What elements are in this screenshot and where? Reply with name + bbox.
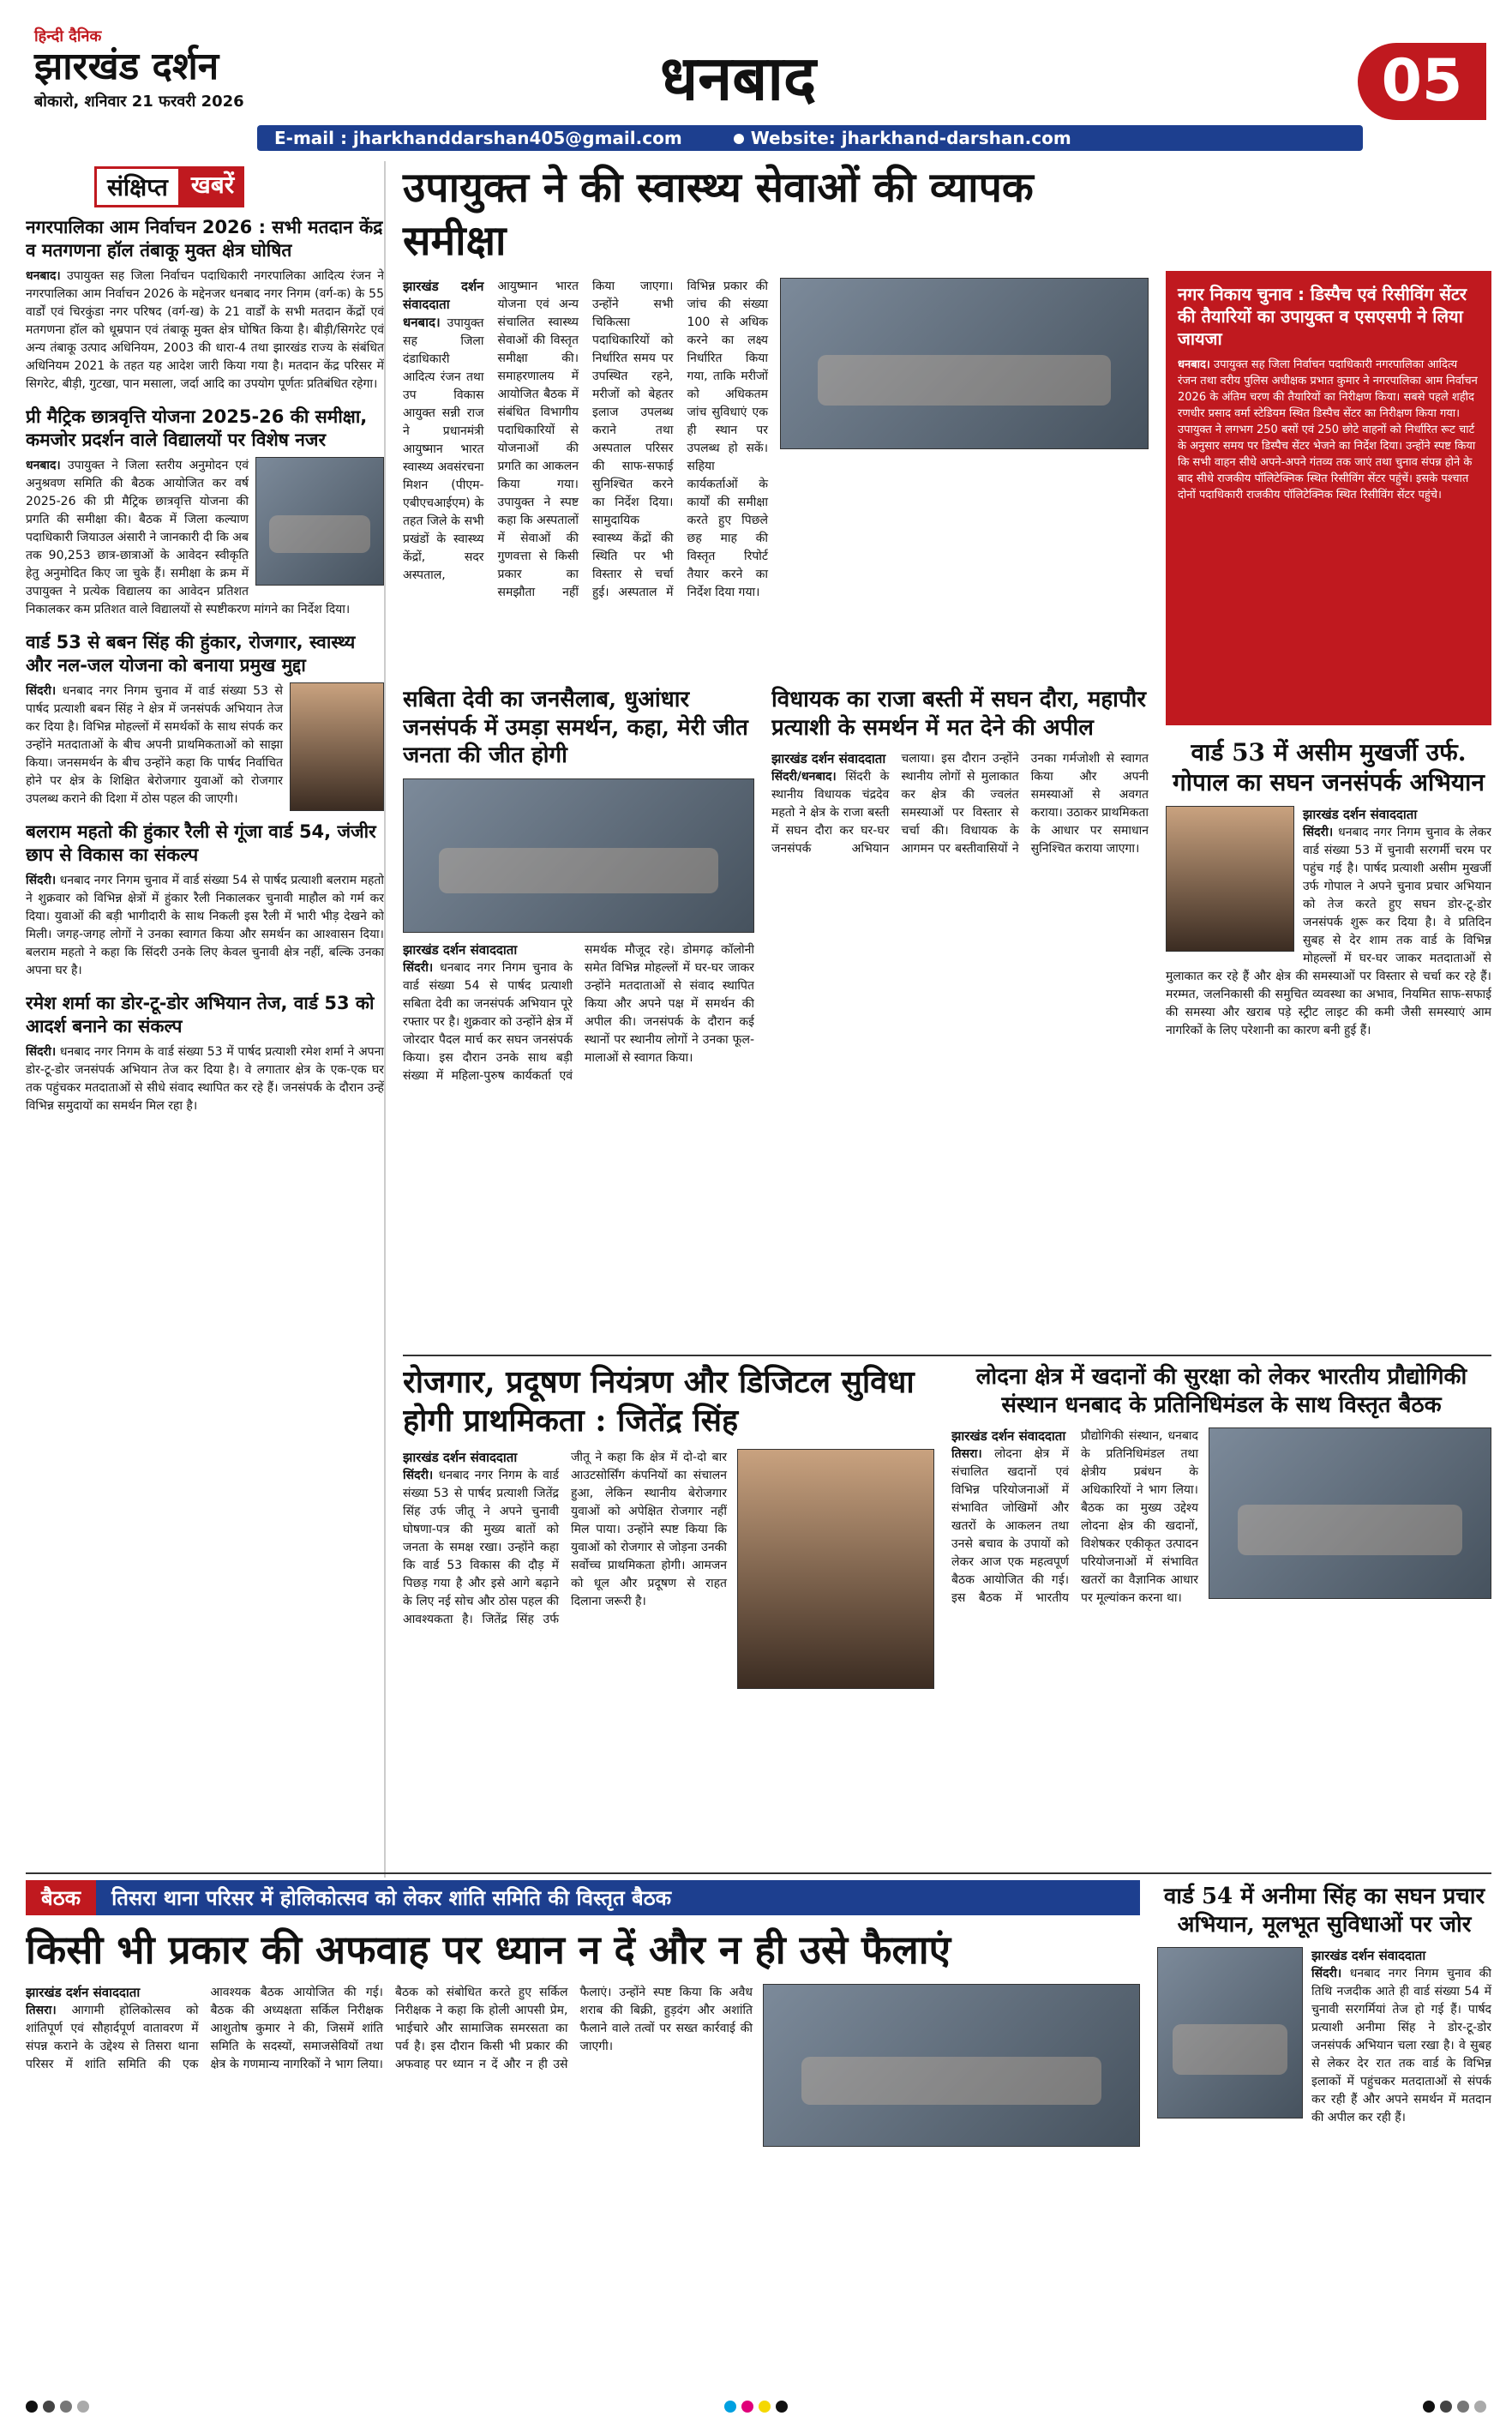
story-text: आगामी होलिकोत्सव को शांतिपूर्ण एवं सौहार्दपूर्ण वातावरण में संपन्न कराने के उद्देश्य से तिसरा थाना परिसर में शांति समिति की एक आवश्यक बैठक आयोजित की गई। बैठक की अध्यक्षता सर्किल निरीक्षक आशुतोष कुमार ने की, जिसमें शांति समिति के सदस्यों, समाजसेवियों तथा क्षेत्र के गणमान्य नागरिकों ने भाग लिया। बैठक को संबोधित करते हुए सर्किल निरीक्षक ने कहा कि होली आपसी प्रेम, भाईचारे और सामाजिक समरसता का पर्व है। इस दौरान किसी भी प्रकार की अफवाह पर ध्यान न दें और न ही उसे फैलाएं। उन्होंने स्पष्ट किया कि अवैध शराब की बिक्री, हुड़दंग और अशांति फैलाने वाले तत्वों पर सख्त कार्रवाई की जाएगी।: [26, 1985, 753, 2071]
story-jitendra: [403, 1363, 934, 1869]
brief-place: सिंदरी।: [26, 874, 57, 887]
story-photo: [1157, 1947, 1303, 2118]
story-byline: झारखंड दर्शन संवाददाता: [1311, 1948, 1426, 1963]
right-box-place: धनबाद।: [1178, 358, 1210, 371]
briefs-tag-part2: खबरें: [181, 166, 244, 207]
story-place: सिंदरी/धनबाद।: [771, 770, 837, 784]
divider-rule: [403, 1355, 1491, 1356]
lead-body: [403, 278, 768, 602]
brief-item: [26, 631, 384, 808]
brand-subtitle: हिन्दी दैनिक: [34, 27, 102, 45]
brief-title: वार्ड 53 से बबन सिंह की हुंकार, रोजगार, स्वास्थ्य और नल-जल योजना को बनाया प्रमुख मुद्दा: [26, 632, 356, 676]
date-line: बोकारो, शनिवार 21 फरवरी 2026: [34, 93, 244, 111]
brief-text: [26, 267, 384, 394]
story-place: तिसरा।: [951, 1447, 982, 1461]
story-place: सिंदरी।: [1303, 826, 1334, 839]
brand-name: झारखंड दर्शन: [34, 45, 219, 88]
story-text: धनबाद नगर निगम चुनाव की तिथि नजदीक आते ही वार्ड संख्या 54 में चुनावी सरगर्मियां तेज हो गई हैं। पार्षद प्रत्याशी अनीमा सिंह ने डोर-टू-डोर जनसंपर्क अभियान चला रखा है। वे सुबह से लेकर देर रात तक वार्ड के विभिन्न इलाकों में पहुंचकर मतदाताओं से संपर्क कर रही हैं और अपने समर्थन में मतदान की अपील कर रही हैं।: [1311, 1967, 1491, 2124]
story-chandradev: [771, 686, 1149, 1346]
brief-title: रमेश शर्मा का डोर-टू-डोर अभियान तेज, वार्ड 53 को आदर्श बनाने का संकल्प: [26, 993, 375, 1037]
dot-icon: [776, 2401, 788, 2413]
email-text: E-mail : jharkhanddarshan405@gmail.com: [274, 128, 682, 148]
briefs-tag: [94, 166, 244, 207]
masthead: [0, 0, 1512, 148]
brief-text: [26, 1043, 384, 1115]
story-place: सिंदरी।: [1311, 1967, 1342, 1980]
brand-block: [34, 26, 244, 111]
dot-group: [26, 2401, 89, 2421]
section-label: बैठक: [26, 1880, 96, 1915]
story-headline: वार्ड 53 में असीम मुखर्जी उर्फ. गोपाल का सघन जनसंपर्क अभियान: [1173, 738, 1485, 796]
brief-place: धनबाद।: [26, 269, 61, 283]
dot-icon: [1440, 2401, 1452, 2413]
brief-body: उपायुक्त ने जिला स्तरीय अनुमोदन एवं अनुश्रवण समिति की बैठक आयोजित कर वर्ष 2025-26 की प्री मैट्रिक छात्रवृत्ति योजना की प्रगति की समीक्षा की। बैठक में जिला कल्याण पदाधिकारी जियाउल अंसारी ने जानकारी दी कि अब तक 90,253 छात्र-छात्राओं के आवेदन स्वीकृति हेतु अनुमोदित किए जा चुके हैं। समीक्षा के क्रम में उपायुक्त ने प्रत्येक विद्यालय का आवेदन प्रतिशत निकालकर कम प्रतिशत वाले विद्यालयों से स्पष्टीकरण मांगने का निर्देश दिया।: [26, 459, 351, 616]
dot-icon: [60, 2401, 72, 2413]
right-box-body: उपायुक्त सह जिला निर्वाचन पदाधिकारी नगरपालिका आदित्य रंजन तथा वरीय पुलिस अधीक्षक प्रभात कुमार ने नगरपालिका आम निर्वाचन 2026 के अंतिम चरण की तैयारियों का निरीक्षण किया। सबसे पहले शहीद रणधीर प्रसाद वर्मा स्टेडियम स्थित डिस्पैच सेंटर का निरीक्षण किया गया। उपायुक्त ने लगभग 250 बसों एवं 250 छोटे वाहनों को निर्धारित रूट चार्ट के अनुसार समय पर डिस्पैच सेंटर भेजने का निर्देश दिया। उन्होंने स्पष्ट किया कि सभी वाहन सीधे अपने-अपने गंतव्य तक जाएं तथा चुनाव संपन्न होने के बाद सीधे राजकीय पॉलिटेक्निक स्थित रिसीविंग सेंटर पहुंचें। इसके पश्चात दोनों पदाधिकारी राजकीय पॉलिटेक्निक स्थित रिसीविंग सेंटर पहुंचे।: [1178, 358, 1478, 502]
right-box-text: [1178, 357, 1479, 503]
brief-item: [26, 406, 384, 619]
briefs-column: [26, 161, 386, 1878]
story-body: [403, 1449, 727, 1629]
dot-icon: [724, 2401, 736, 2413]
contact-bar: [257, 125, 1363, 151]
story-asim: [1166, 737, 1491, 1346]
website-block: [734, 128, 1071, 148]
dot-icon: [741, 2401, 753, 2413]
page-number: 05: [1358, 43, 1486, 120]
dot-group: [1423, 2401, 1486, 2421]
story-text: धनबाद नगर निगम चुनाव के लेकर वार्ड संख्या 53 में चुनावी सरगर्मी चरम पर पहुंच गई है। पार्षद प्रत्याशी असीम मुखर्जी उर्फ गोपाल ने अपने चुनाव प्रचार अभियान को तेज करते हुए सघन डोर-टू-डोर जनसंपर्क शुरू कर दिया है। वे प्रतिदिन सुबह से देर शाम तक वार्ड के विभिन्न मोहल्लों में घर-घर जाकर मतदाताओं से मुलाकात कर रहे हैं और क्षेत्र की समस्याओं पर विस्तार से चर्चा कर रहे हैं। मरम्मत, जलनिकासी की समुचित व्यवस्था का अभाव, नियमित साफ-सफाई की समस्या और खराब पड़े स्ट्रीट लाइट की कमी जैसी समस्याएं आम नागरिकों के लिए परेशानी का कारण बनी हुई हैं।: [1166, 826, 1491, 1037]
right-box-headline: नगर निकाय चुनाव : डिस्पैच एवं रिसीविंग सेंटर की तैयारियों का उपायुक्त व एसएसपी ने लिया जायजा: [1178, 284, 1467, 349]
story-headline: विधायक का राजा बस्ती में सघन दौरा, महापौर प्रत्याशी के समर्थन में मत देने की अपील: [771, 687, 1147, 741]
lead-place: धनबाद।: [403, 315, 441, 330]
story-photo: [763, 1984, 1140, 2147]
story-byline: झारखंड दर्शन संवाददाता: [951, 1428, 1066, 1444]
dot-icon: [759, 2401, 771, 2413]
brief-item: [26, 992, 384, 1115]
story-byline: झारखंड दर्शन संवाददाता: [1303, 807, 1418, 822]
story-savita: [403, 686, 754, 1346]
story-headline: लोदना क्षेत्र में खदानों की सुरक्षा को लेकर भारतीय प्रौद्योगिकी संस्थान धनबाद के प्रतिनिधिमंडल के साथ विस्तृत बैठक: [975, 1364, 1467, 1418]
brief-place: सिंदरी।: [26, 1045, 57, 1059]
dot-icon: [77, 2401, 89, 2413]
brief-body: धनबाद नगर निगम चुनाव में वार्ड संख्या 53 से पार्षद प्रत्याशी बबन सिंह ने क्षेत्र में जनसंपर्क अभियान तेज कर दिया है। विभिन्न मोहल्लों में समर्थकों के साथ संपर्क कर उन्होंने मतदाताओं के बीच अपनी प्राथमिकताओं को साझा किया। जनसमर्थन के बीच उन्होंने कहा कि पार्षद निर्वाचित होने पर क्षेत्र के शिक्षित बेरोजगार युवाओं को रोजगार उपलब्ध कराने की दिशा में ठोस पहल की जाएगी।: [26, 684, 283, 806]
lead-headline: उपायुक्त ने की स्वास्थ्य सेवाओं की व्यापक समीक्षा: [403, 164, 1034, 265]
story-byline: झारखंड दर्शन संवाददाता: [26, 1984, 141, 2000]
right-box: [1166, 271, 1491, 725]
story-body: [403, 941, 754, 1085]
lead-byline: झारखंड दर्शन संवाददाता: [403, 279, 484, 312]
story-portrait: [1166, 806, 1294, 952]
story-body: [951, 1427, 1198, 1608]
story-byline: झारखंड दर्शन संवाददाता: [771, 751, 886, 766]
briefs-tag-part1: संक्षिप्त: [94, 166, 181, 207]
story-holi: [26, 1926, 1140, 2389]
brief-item: [26, 820, 384, 980]
story-portrait: [737, 1449, 934, 1689]
lead-photo: [780, 278, 1149, 449]
divider-rule: [26, 1872, 1491, 1874]
story-body: [771, 750, 1149, 858]
story-headline: सबिता देवी का जनसैलाब, धुआंधार जनसंपर्क में उमड़ा समर्थन, कहा, मेरी जीत जनता की जीत होगी: [403, 687, 748, 768]
brief-item: [26, 216, 384, 394]
brief-body: धनबाद नगर निगम चुनाव में वार्ड संख्या 54 से पार्षद प्रत्याशी बलराम महतो ने शुक्रवार को विभिन्न क्षेत्रों में हुंकार रैली निकालकर चुनावी माहौल को गर्म कर दिया। युवाओं की बड़ी भागीदारी के साथ निकली इस रैली में भारी भीड़ देखने को मिली। जगह-जगह लोगों ने उनका स्वागत किया और समर्थन का आश्वासन दिया। बलराम महतो ने कहा कि सिंदरी उनके लिए केवल चुनावी क्षेत्र नहीं, बल्कि उनका अपना घर है।: [26, 874, 384, 977]
story-anima: [1157, 1883, 1491, 2389]
lead-story: [403, 161, 1149, 676]
brief-body: धनबाद नगर निगम के वार्ड संख्या 53 में पार्षद प्रत्याशी रमेश शर्मा ने अपना डोर-टू-डोर जनसंपर्क अभियान तेज कर दिया है। वे लगातार क्षेत्र के एक-एक घर तक पहुंचकर मतदाताओं से सीधे संवाद स्थापित कर रहे हैं। जनसंपर्क के दौरान उन्हें विभिन्न समुदायों का समर्थन मिल रहा है।: [26, 1045, 385, 1113]
story-byline: झारखंड दर्शन संवाददाता: [403, 1450, 518, 1465]
dot-icon: [26, 2401, 38, 2413]
story-headline: रोजगार, प्रदूषण नियंत्रण और डिजिटल सुविधा होगी प्राथमिकता : जितेंद्र सिंह: [403, 1364, 915, 1439]
story-place: सिंदरी।: [403, 1469, 434, 1482]
story-headline: किसी भी प्रकार की अफवाह पर ध्यान न दें और न ही उसे फैलाएं: [26, 1926, 951, 1973]
dot-icon: [1423, 2401, 1435, 2413]
story-place: सिंदरी।: [403, 960, 434, 975]
story-lodna: [951, 1363, 1491, 1869]
brief-title: नगरपालिका आम निर्वाचन 2026 : सभी मतदान केंद्र व मतगणना हॉल तंबाकू मुक्त क्षेत्र घोषित: [26, 217, 383, 261]
brief-text: [26, 872, 384, 980]
brief-place: सिंदरी।: [26, 684, 57, 698]
story-photo: [1209, 1427, 1491, 1599]
section-bar: [26, 1878, 1140, 1917]
story-body: [26, 1984, 753, 2074]
story-text: धनबाद नगर निगम चुनाव के वार्ड संख्या 54 से पार्षद प्रत्याशी सबिता देवी का जनसंपर्क अभियान पूरे रफ्तार पर है। शुक्रवार को उन्होंने क्षेत्र में जोरदार पैदल मार्च कर सघन जनसंपर्क किया। इस दौरान उनके साथ बड़ी संख्या में महिला-पुरुष कार्यकर्ता एवं समर्थक मौजूद रहे। डोमगढ़ कॉलोनी समेत विभिन्न मोहल्लों में घर-घर जाकर उन्होंने मतदाताओं से संवाद स्थापित किया और अपने पक्ष में समर्थन की अपील की। जनसंपर्क के दौरान कई स्थानों पर स्थानीय लोगों ने उनका फूल-मालाओं से स्वागत किया।: [403, 942, 754, 1083]
story-text: सिंदरी के स्थानीय विधायक चंद्रदेव महतो ने क्षेत्र के राजा बस्ती में सघन दौरा कर घर-घर जनसंपर्क अभियान चलाया। इस दौरान उन्होंने स्थानीय लोगों से मुलाकात कर क्षेत्र की ज्वलंत समस्याओं पर विस्तार से चर्चा की। विधायक के आगमन पर बस्तीवासियों ने उनका गर्मजोशी से स्वागत किया और अपनी समस्याओं से अवगत कराया। उठाकर प्राथमिकता के आधार पर समाधान सुनिश्चित कराया जाएगा।: [771, 752, 1149, 856]
section-title: तिसरा थाना परिसर में होलिकोत्सव को लेकर शांति समिति की विस्तृत बैठक: [96, 1880, 1140, 1915]
story-byline: झारखंड दर्शन संवाददाता: [403, 941, 518, 958]
story-place: तिसरा।: [26, 2003, 57, 2017]
dot-icon: [43, 2401, 55, 2413]
city-title: धनबाद: [660, 41, 817, 114]
story-text: धनबाद नगर निगम के वार्ड संख्या 53 से पार्षद प्रत्याशी जितेंद्र सिंह उर्फ जीतू ने अपने चुनावी घोषणा-पत्र की मुख्य बातों को जनता के समक्ष रखा। उन्होंने कहा कि वार्ड 53 विकास की दौड़ में पिछड़ गया है और इसे आगे बढ़ाने के लिए नई सोच और ठोस पहल की आवश्यकता है। जितेंद्र सिंह उर्फ जीतू ने कहा कि क्षेत्र में दो-दो बार आउटसोर्सिंग कंपनियों का संचालन हुआ, लेकिन स्थानीय बेरोजगार युवाओं को अपेक्षित रोजगार नहीं मिल पाया। उन्होंने स्पष्ट किया कि युवाओं को रोजगार से जोड़ना उनकी सर्वोच्च प्राथमिकता होगी। आमजन को धूल और प्रदूषण से राहत दिलाना जरूरी है।: [403, 1451, 727, 1626]
dot-group: [724, 2401, 788, 2421]
right-box-content: [1166, 271, 1491, 725]
story-photo: [403, 778, 754, 933]
brief-body: उपायुक्त सह जिला निर्वाचन पदाधिकारी नगरपालिका आदित्य रंजन ने नगरपालिका आम निर्वाचन 2026 के मद्देनजर धनबाद नगर निगम (वर्ग-क) के 55 वार्डों एवं चिरकुंडा नगर परिषद (वर्ग-ख) के 21 वार्डों के सभी मतदान केंद्रों एवं मतगणना हॉल को धूम्रपान एवं तंबाकू मुक्त क्षेत्र घोषित किया है। बीड़ी/सिगरेट एवं अन्य तंबाकू उत्पाद अधिनियम, 2003 की धारा-4 तथा झारखंड राज्य के संबंधित अधिनियम 2021 के तहत यह आदेश जारी किया गया है। मतदान केंद्र परिसर में सिगरेट, बीड़ी, गुटखा, पान मसाला, जर्दा आदि का उपयोग पूर्णतः प्रतिबंधित रहेगा।: [26, 269, 384, 391]
lead-text: उपायुक्त सह जिला दंडाधिकारी आदित्य रंजन तथा उप विकास आयुक्त सन्नी राज ने प्रधानमंत्री आयुष्मान भारत स्वास्थ्य अवसंरचना मिशन (पीएम-एबीएचआईएम) के तहत जिले के सभी प्रखंडों के स्वास्थ्य केंद्रों, सदर अस्पताल, आयुष्मान भारत योजना एवं अन्य संचालित स्वास्थ्य सेवाओं की विस्तृत समीक्षा की। समाहरणालय में आयोजित बैठक में संबंधित विभागीय पदाधिकारियों से योजनाओं की प्रगति का आकलन किया गया। उपायुक्त ने स्पष्ट कहा कि अस्पतालों में सेवाओं की गुणवत्ता से किसी प्रकार का समझौता नहीं किया जाएगा। उन्होंने सभी चिकित्सा पदाधिकारियों को निर्धारित समय पर उपस्थित रहने, मरीजों को बेहतर इलाज उपलब्ध कराने तथा अस्पताल परिसर की साफ-सफाई सुनिश्चित करने का निर्देश दिया। सामुदायिक स्वास्थ्य केंद्रों की स्थिति पर भी विस्तार से चर्चा हुई। अस्पताल में विभिन्न प्रकार की जांच की संख्या 100 से अधिक करने का लक्ष्य निर्धारित किया गया, ताकि मरीजों को अधिकतम जांच सुविधाएं एक ही स्थान पर उपलब्ध हो सकें। सहिया कार्यकर्ताओं के कार्यों की समीक्षा करते हुए पिछले छह माह की विस्तृत रिपोर्ट तैयार करने का निर्देश दिया गया।: [403, 279, 768, 599]
brief-title: बलराम महतो की हुंकार रैली से गूंजा वार्ड 54, जंजीर छाप से विकास का संकल्प: [26, 821, 376, 865]
website-text: Website: jharkhand-darshan.com: [750, 128, 1071, 148]
brief-place: धनबाद।: [26, 459, 61, 472]
brief-title: प्री मैट्रिक छात्रवृत्ति योजना 2025-26 की समीक्षा, कमजोर प्रदर्शन वाले विद्यालयों पर विशेष नजर: [26, 406, 368, 450]
story-headline: वार्ड 54 में अनीमा सिंह का सघन प्रचार अभियान, मूलभूत सुविधाओं पर जोर: [1163, 1884, 1485, 1938]
dot-icon: [1474, 2401, 1486, 2413]
bullet-icon: [734, 134, 744, 144]
dot-icon: [1457, 2401, 1469, 2413]
brief-portrait: [290, 682, 384, 811]
footer-dots: [0, 2401, 1512, 2421]
brief-photo: [255, 457, 384, 586]
story-text: लोदना क्षेत्र में संचालित खदानों एवं विभिन्न परियोजनाओं में संभावित जोखिमों और खतरों के आकलन तथा उनसे बचाव के उपायों को लेकर आज एक महत्वपूर्ण बैठक आयोजित की गई। इस बैठक में भारतीय प्रौद्योगिकी संस्थान, धनबाद के प्रतिनिधिमंडल तथा क्षेत्रीय प्रबंधन के अधिकारियों ने भाग लिया। बैठक का मुख्य उद्देश्य लोदना क्षेत्र की खदानों, विशेषकर एकीकृत उत्पादन परियोजनाओं में संभावित खतरों का वैज्ञानिक आधार पर मूल्यांकन करना था।: [951, 1429, 1198, 1605]
